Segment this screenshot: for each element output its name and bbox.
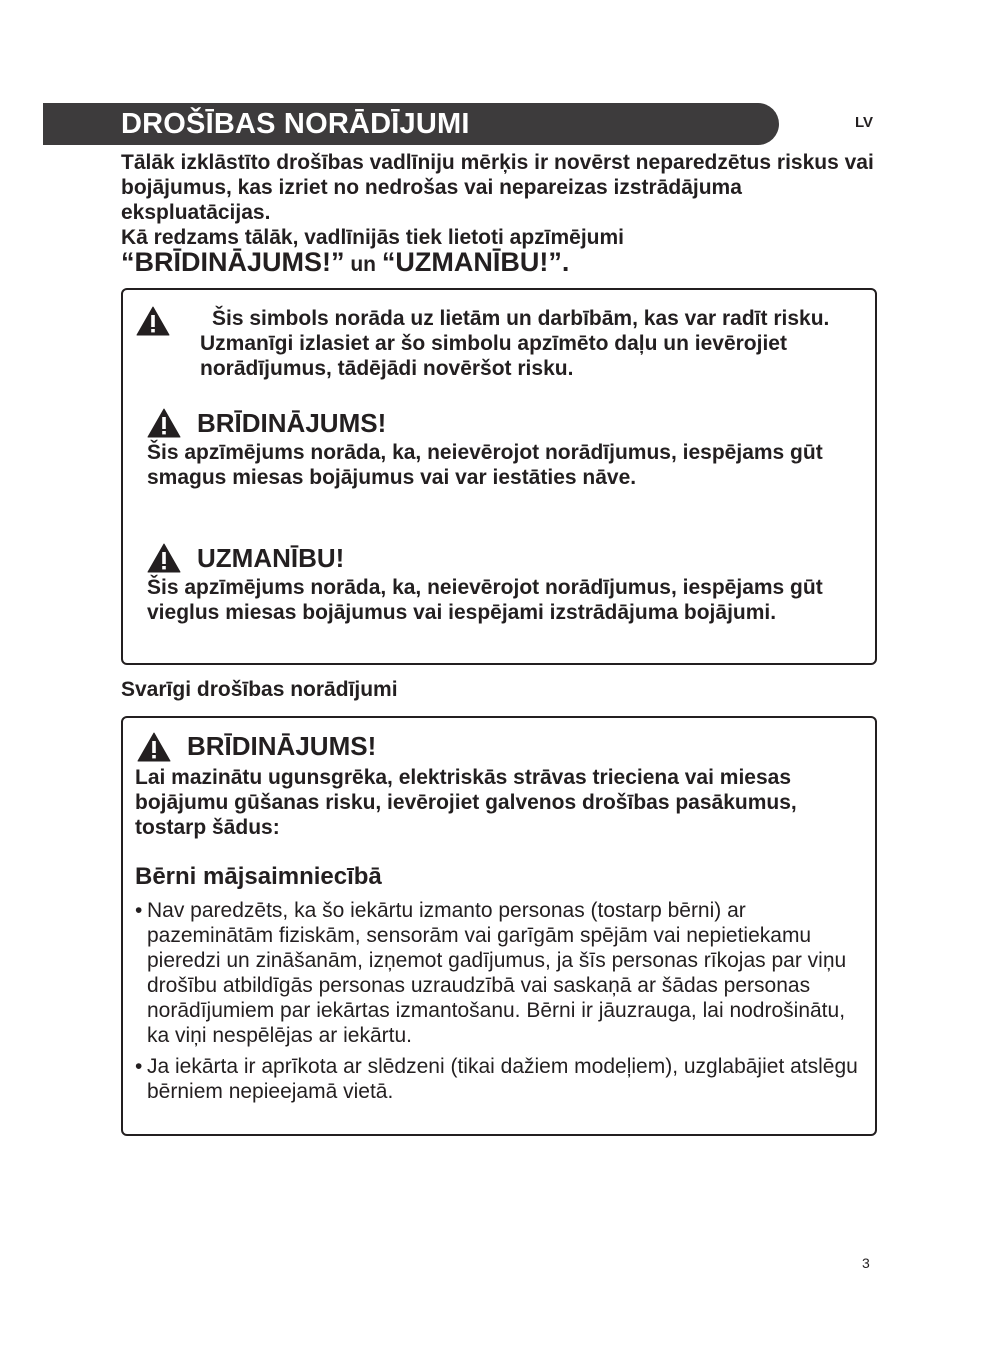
- bullet-icon: •: [135, 899, 143, 922]
- important-warning-label: BRĪDINĀJUMS!: [187, 731, 377, 761]
- list-item: [135, 1054, 865, 1104]
- important-safety-box: [121, 716, 877, 1136]
- page-number: 3: [862, 1255, 870, 1271]
- warning-triangle-icon: [147, 408, 181, 438]
- symbol-description: Šis simbols norāda uz lietām un darbībām, kas var radīt risku. Uzmanīgi izlasiet ar šo simbolu apzīmēto daļu un ievērojiet norādījumus, tādējādi novēršot risku.: [200, 307, 830, 380]
- warning-section: [147, 408, 857, 490]
- caution-description: Šis apzīmējums norāda, ka, neievērojot norādījumus, iespējams gūt vieglus miesas bojājumus vai iespējami izstrādājuma bojājumi.: [147, 576, 823, 624]
- list-item: [135, 898, 865, 1048]
- section-header-bar: [43, 103, 779, 145]
- quote-and: un: [344, 253, 382, 276]
- important-warning-head: [137, 731, 376, 762]
- list-item-text: Nav paredzēts, ka šo iekārtu izmanto personas (tostarp bērni) ar pazeminātām fiziskām, sensorām vai garīgām spējām vai nepietiekamu pieredzi un zināšanām, izņemot gadījumus, ja šīs personas rīkojas par viņu drošību atbildīgās personas uzraudzībā vai saskaņā ar šādas personas norādījumiem par iekārtas izmantošanu. Bērni ir jāuzrauga, lai nodrošinātu, ka viņi nespēlējas ar iekārtu.: [147, 899, 847, 1047]
- symbol-explanation-box: [121, 288, 877, 665]
- intro-text: [121, 150, 881, 277]
- quote-warning: “BRĪDINĀJUMS!”: [121, 247, 345, 277]
- warning-label: BRĪDINĀJUMS!: [197, 408, 387, 438]
- page-title: DROŠĪBAS NORĀDĪJUMI: [121, 108, 470, 140]
- children-section-title: Bērni mājsaimniecībā: [135, 863, 382, 890]
- important-heading: Svarīgi drošības norādījumi: [121, 678, 398, 701]
- warning-triangle-icon: [137, 732, 171, 762]
- warning-description: Šis apzīmējums norāda, ka, neievērojot norādījumus, iespējams gūt smagus miesas bojājumus vai var iestāties nāve.: [147, 441, 823, 489]
- intro-paragraph: Tālāk izklāstīto drošības vadlīniju mērķis ir novērst neparedzētus riskus vai bojājumus, kas izriet no nedrošas vai nepareizas izstrādājuma ekspluatācijas.: [121, 151, 874, 224]
- list-item-text: Ja iekārta ir aprīkota ar slēdzeni (tikai dažiem modeļiem), uzglabājiet atslēgu bērniem nepieejamā vietā.: [147, 1055, 858, 1103]
- intro-paragraph-2: Kā redzams tālāk, vadlīnijās tiek lietoti apzīmējumi: [121, 226, 625, 249]
- important-warning-text: Lai mazinātu ugunsgrēka, elektriskās strāvas trieciena vai miesas bojājumu gūšanas risku, ievērojiet galvenos drošības pasākumus, tostarp šādus:: [135, 766, 797, 839]
- caution-label: UZMANĪBU!: [197, 543, 345, 573]
- bullet-icon: •: [135, 1055, 143, 1078]
- intro-quotes: [121, 247, 881, 277]
- quote-caution: “UZMANĪBU!”.: [381, 247, 570, 277]
- caution-section: [147, 543, 857, 625]
- warning-triangle-icon: [147, 543, 181, 573]
- language-tag: LV: [855, 114, 874, 131]
- warning-triangle-icon: [136, 306, 170, 336]
- children-bullet-list: [135, 898, 865, 1110]
